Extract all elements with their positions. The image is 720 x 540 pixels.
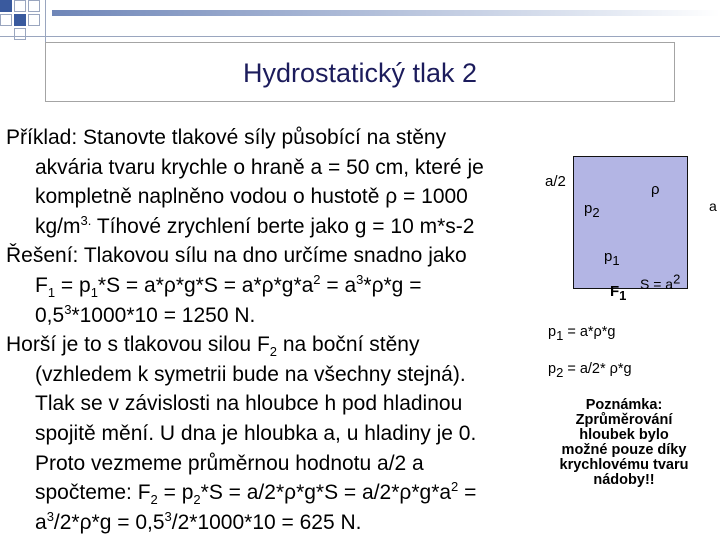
text: Příklad: Stanovte tlakové síly působící na stěny [6,126,447,149]
text: *1000*10 = 1250 N. [71,303,256,327]
formula-p1 [548,324,616,343]
text: na boční stěny [277,333,420,357]
main-text [6,123,551,537]
aquarium-cube [573,156,688,289]
text: = a*ρ*g [563,324,616,340]
decor-square [14,28,26,40]
subscript: 1 [556,327,564,343]
note-line: krychlovému tvaru [559,457,689,473]
pressure-p2-label [584,200,600,220]
text: = p [55,273,91,297]
text: Horší je to s tlakovou silou F [6,333,270,357]
side-force-line [6,508,551,538]
text: = p [157,481,194,505]
text: spočteme: F [35,481,151,505]
text: 0,5 [35,303,65,327]
decor-square [0,0,12,12]
text: *S = a/2*ρ*g*S = a/2*ρ*g*a [200,481,452,505]
subscript: 2 [556,364,564,380]
side-force-line [6,419,551,449]
text: Proto vezmeme průměrnou hodnotu a/2 a [35,451,424,475]
text: p [548,324,557,340]
decor-square [0,14,12,26]
decor-line [45,0,46,42]
example-line [6,182,551,212]
solution-line [6,301,551,331]
text: a [35,510,47,534]
example-line [6,212,551,242]
text: F [35,273,48,297]
example-line [6,123,551,153]
note-line: hloubek bylo [579,427,669,443]
superscript: 3. [80,212,92,228]
text: (vzhledem k symetrii bude na všechny stejná). [35,362,466,386]
text: = a/2* ρ*g [563,361,632,377]
superscript: 3 [164,508,172,524]
subscript: 1 [47,285,56,301]
density-label: ρ [651,181,660,198]
text: S = a [640,276,674,292]
superscript: 2 [313,271,321,287]
area-label [640,271,681,292]
superscript: 2 [673,271,681,287]
edge-label: a [709,198,717,214]
text: akvária tvaru krychle o hraně a = 50 cm, které je [35,155,484,179]
side-force-line [6,478,551,508]
decor-gradient-bar [52,10,720,16]
decor-square [28,0,40,12]
decor-square [28,14,40,26]
text: /2*ρ*g = 0,5 [53,510,165,534]
text: Tlak se v závislosti na hloubce h pod hladinou [35,392,463,416]
text: = a [320,273,357,297]
side-force-line [6,330,551,360]
decor-square [14,14,26,26]
formula-p2 [548,361,632,380]
half-depth-label: a/2 [545,173,566,190]
force-f1-label [610,283,627,303]
text: kompletně naplněno vodou o hustotě ρ = 1000 [35,185,468,209]
text: kg/m [35,214,81,238]
text: spojitě mění. U dna je hloubka a, u hladiny je 0. [35,421,477,445]
text: /2*1000*10 = 625 N. [171,510,362,534]
side-force-line [6,449,551,479]
subscript: 1 [90,285,98,301]
subscript: 2 [269,344,278,360]
note [554,398,694,488]
side-force-line [6,360,551,390]
subscript: 2 [592,205,600,220]
side-force-line [6,389,551,419]
decor-square [14,0,26,12]
decor-line [0,36,720,37]
note-line: Zprůměrování [575,412,673,428]
text: *S = a*ρ*g*S = a*ρ*g*a [97,273,314,297]
note-line: nádoby!! [593,472,655,488]
example-line [6,153,551,183]
subscript: 1 [619,288,627,303]
text: p [584,200,593,217]
superscript: 3 [46,508,54,524]
superscript: 3 [356,271,364,287]
text: = [458,481,477,505]
text: p [604,248,613,265]
text: Řešení: Tlakovou sílu na dno určíme snadno jako [6,244,467,268]
subscript: 2 [150,492,158,508]
superscript: 3 [64,301,72,317]
solution-line [6,271,551,301]
subscript: 1 [612,253,620,268]
text: F [610,283,620,300]
note-line: možné pouze díky [561,442,687,458]
subscript: 2 [193,492,201,508]
text: Tíhové zrychlení berte jako g = 10 m*s-2 [91,214,475,238]
solution-line [6,241,551,271]
text: *ρ*g = [363,273,422,297]
text: p [548,361,557,377]
note-line: Poznámka: [585,397,663,413]
page-title: Hydrostatický tlak 2 [242,58,478,88]
superscript: 2 [451,479,459,495]
pressure-p1-label [604,248,620,268]
